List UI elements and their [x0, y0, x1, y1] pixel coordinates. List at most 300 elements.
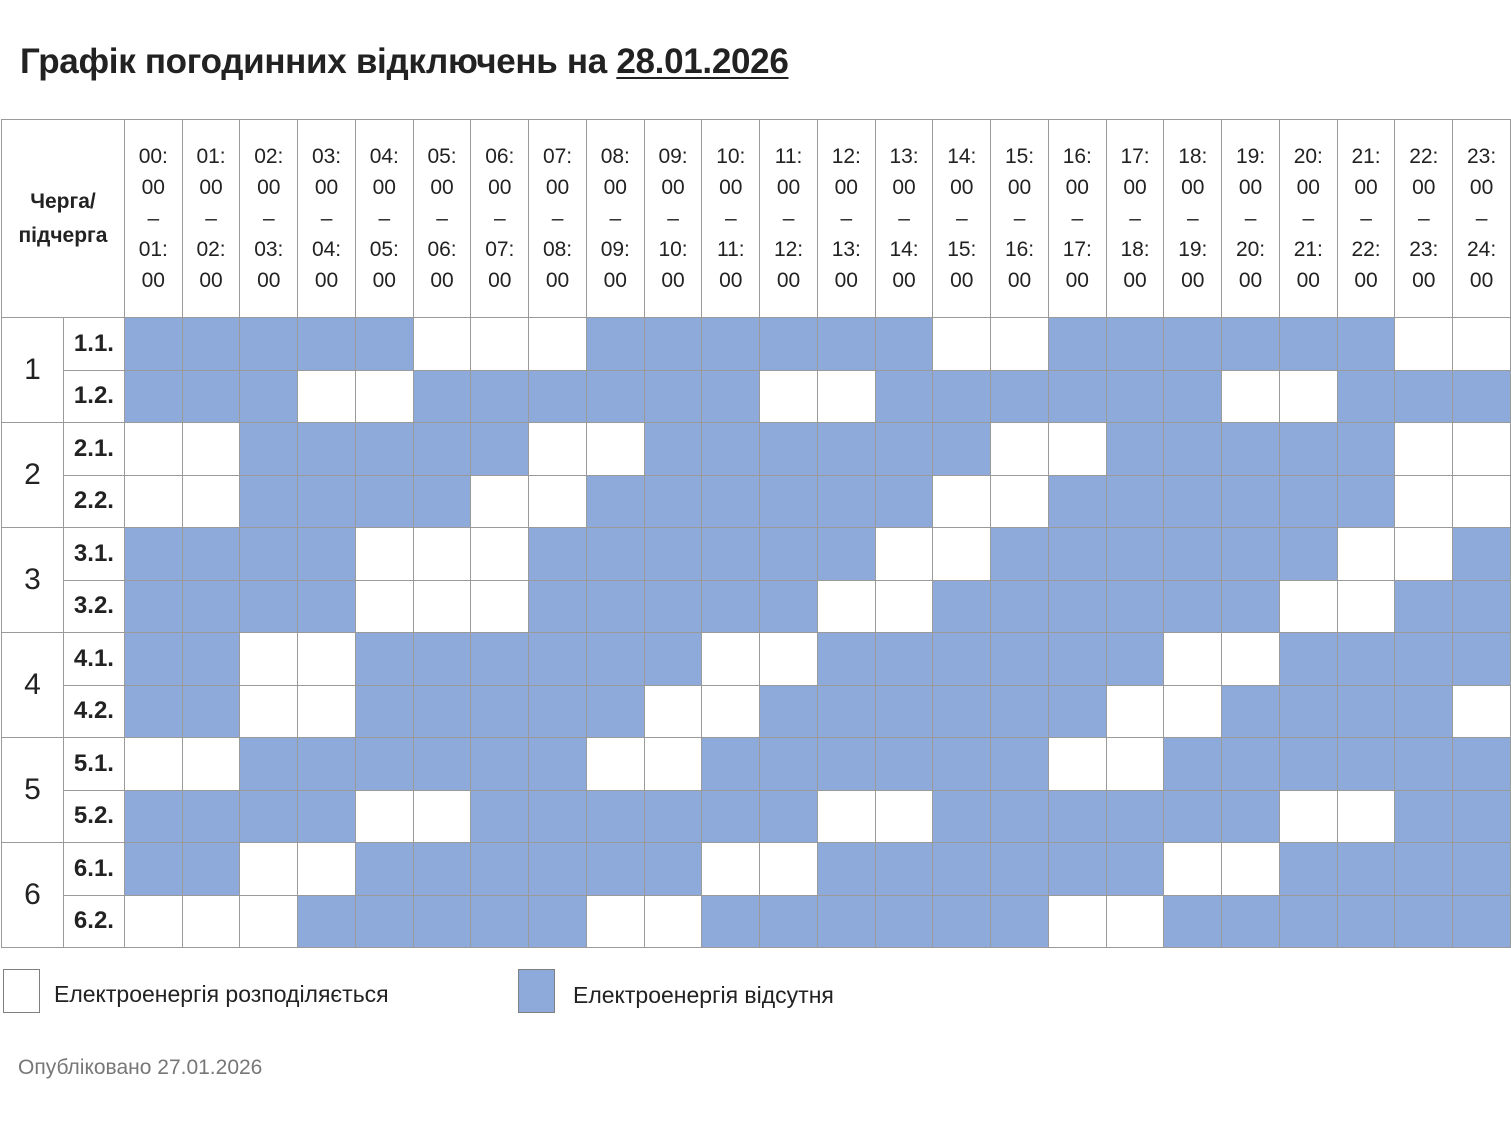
outage-cell — [1164, 580, 1222, 633]
outage-cell — [1337, 633, 1395, 686]
power-cell — [933, 475, 991, 528]
outage-cell — [586, 685, 644, 738]
outage-cell — [1164, 423, 1222, 476]
outage-cell — [760, 580, 818, 633]
outage-cell — [240, 475, 298, 528]
outage-cell — [702, 318, 760, 371]
power-cell — [1395, 318, 1453, 371]
outage-cell — [1279, 475, 1337, 528]
outage-cell — [1453, 843, 1511, 896]
outage-cell — [760, 475, 818, 528]
outage-cell — [1279, 738, 1337, 791]
outage-cell — [760, 790, 818, 843]
power-cell — [644, 685, 702, 738]
outage-cell — [413, 895, 471, 948]
outage-cell — [644, 318, 702, 371]
power-cell — [1279, 580, 1337, 633]
hour-header: 01: 00 – 02: 00 — [182, 120, 240, 318]
outage-cell — [529, 633, 587, 686]
outage-cell — [1164, 370, 1222, 423]
outage-cell — [1106, 318, 1164, 371]
table-row — [2, 738, 1511, 791]
outage-cell — [182, 633, 240, 686]
hour-header: 08: 00 – 09: 00 — [586, 120, 644, 318]
outage-cell — [1395, 738, 1453, 791]
queue-label: 3 — [2, 528, 64, 633]
outage-cell — [1395, 895, 1453, 948]
outage-cell — [1048, 843, 1106, 896]
power-cell — [355, 370, 413, 423]
hour-header: 23: 00 – 24: 00 — [1453, 120, 1511, 318]
outage-cell — [124, 685, 182, 738]
outage-cell — [182, 685, 240, 738]
hour-header: 03: 00 – 04: 00 — [298, 120, 356, 318]
outage-cell — [1164, 318, 1222, 371]
schedule-body — [2, 318, 1511, 948]
outage-cell — [1048, 370, 1106, 423]
outage-cell — [875, 738, 933, 791]
outage-cell — [1222, 895, 1280, 948]
outage-cell — [933, 685, 991, 738]
outage-cell — [586, 633, 644, 686]
power-cell — [1395, 423, 1453, 476]
subqueue-label: 2.2. — [63, 475, 124, 528]
power-cell — [1453, 318, 1511, 371]
outage-cell — [933, 738, 991, 791]
outage-cell — [644, 633, 702, 686]
outage-cell — [124, 843, 182, 896]
outage-cell — [875, 843, 933, 896]
hour-header: 13: 00 – 14: 00 — [875, 120, 933, 318]
power-cell — [1106, 685, 1164, 738]
outage-cell — [760, 738, 818, 791]
outage-cell — [702, 528, 760, 581]
outage-cell — [991, 370, 1049, 423]
outage-cell — [413, 738, 471, 791]
outage-cell — [1048, 580, 1106, 633]
outage-cell — [702, 895, 760, 948]
outage-cell — [586, 843, 644, 896]
outage-cell — [355, 318, 413, 371]
legend-off-swatch — [518, 969, 555, 1013]
subqueue-label: 1.1. — [63, 318, 124, 371]
outage-cell — [1222, 580, 1280, 633]
outage-cell — [124, 318, 182, 371]
outage-cell — [1279, 318, 1337, 371]
power-cell — [529, 475, 587, 528]
power-cell — [933, 528, 991, 581]
outage-cell — [702, 790, 760, 843]
power-cell — [298, 843, 356, 896]
outage-cell — [1337, 685, 1395, 738]
power-cell — [1106, 895, 1164, 948]
table-row — [2, 528, 1511, 581]
outage-cell — [1164, 738, 1222, 791]
power-cell — [817, 370, 875, 423]
outage-cell — [298, 895, 356, 948]
power-cell — [471, 318, 529, 371]
subqueue-label: 1.2. — [63, 370, 124, 423]
outage-cell — [240, 370, 298, 423]
power-cell — [355, 790, 413, 843]
power-cell — [760, 370, 818, 423]
outage-cell — [702, 580, 760, 633]
outage-cell — [298, 580, 356, 633]
outage-cell — [182, 580, 240, 633]
outage-cell — [875, 475, 933, 528]
outage-cell — [586, 790, 644, 843]
outage-cell — [124, 528, 182, 581]
outage-cell — [817, 318, 875, 371]
outage-cell — [1222, 685, 1280, 738]
outage-cell — [240, 528, 298, 581]
queue-label: 6 — [2, 843, 64, 948]
outage-cell — [240, 423, 298, 476]
outage-cell — [529, 580, 587, 633]
power-cell — [1337, 528, 1395, 581]
outage-cell — [1453, 895, 1511, 948]
outage-cell — [1395, 580, 1453, 633]
power-cell — [124, 423, 182, 476]
power-cell — [644, 738, 702, 791]
outage-cell — [586, 528, 644, 581]
table-row — [2, 423, 1511, 476]
power-cell — [1164, 685, 1222, 738]
outage-cell — [1337, 475, 1395, 528]
outage-cell — [933, 843, 991, 896]
outage-cell — [991, 895, 1049, 948]
power-cell — [471, 580, 529, 633]
outage-cell — [991, 685, 1049, 738]
outage-cell — [355, 843, 413, 896]
subqueue-label: 6.2. — [63, 895, 124, 948]
subqueue-label: 3.1. — [63, 528, 124, 581]
header-row — [2, 120, 1511, 318]
outage-cell — [413, 633, 471, 686]
power-cell — [471, 475, 529, 528]
outage-cell — [1164, 528, 1222, 581]
power-cell — [1164, 633, 1222, 686]
subqueue-label: 5.1. — [63, 738, 124, 791]
table-row — [2, 370, 1511, 423]
power-cell — [1164, 843, 1222, 896]
legend-on-label: Електроенергія розподіляється — [54, 981, 389, 1007]
outage-cell — [586, 580, 644, 633]
subqueue-label: 3.2. — [63, 580, 124, 633]
outage-cell — [471, 738, 529, 791]
outage-cell — [586, 318, 644, 371]
outage-cell — [1106, 475, 1164, 528]
outage-cell — [933, 790, 991, 843]
outage-cell — [875, 318, 933, 371]
power-cell — [1279, 370, 1337, 423]
outage-cell — [529, 685, 587, 738]
outage-schedule-table — [1, 119, 1511, 948]
published-date: Опубліковано 27.01.2026 — [18, 1056, 263, 1079]
outage-cell — [1395, 370, 1453, 423]
subqueue-label: 5.2. — [63, 790, 124, 843]
outage-cell — [875, 423, 933, 476]
outage-cell — [529, 370, 587, 423]
outage-cell — [1337, 843, 1395, 896]
power-cell — [702, 633, 760, 686]
outage-cell — [355, 423, 413, 476]
hour-header: 12: 00 – 13: 00 — [817, 120, 875, 318]
power-cell — [355, 580, 413, 633]
subqueue-label: 4.1. — [63, 633, 124, 686]
outage-cell — [644, 475, 702, 528]
hour-header: 22: 00 – 23: 00 — [1395, 120, 1453, 318]
outage-cell — [1453, 528, 1511, 581]
outage-cell — [124, 790, 182, 843]
power-cell — [182, 423, 240, 476]
outage-cell — [529, 895, 587, 948]
outage-cell — [760, 423, 818, 476]
outage-cell — [1048, 685, 1106, 738]
outage-cell — [702, 738, 760, 791]
outage-cell — [1279, 423, 1337, 476]
outage-cell — [1453, 738, 1511, 791]
outage-cell — [760, 318, 818, 371]
outage-cell — [182, 843, 240, 896]
table-row — [2, 790, 1511, 843]
table-row — [2, 895, 1511, 948]
outage-cell — [298, 738, 356, 791]
outage-cell — [240, 738, 298, 791]
outage-cell — [817, 895, 875, 948]
power-cell — [529, 318, 587, 371]
outage-cell — [182, 318, 240, 371]
power-cell — [298, 370, 356, 423]
outage-cell — [586, 370, 644, 423]
outage-cell — [471, 895, 529, 948]
power-cell — [298, 633, 356, 686]
power-cell — [1222, 370, 1280, 423]
power-cell — [875, 580, 933, 633]
hour-header: 04: 00 – 05: 00 — [355, 120, 413, 318]
queue-label: 2 — [2, 423, 64, 528]
outage-cell — [1048, 633, 1106, 686]
power-cell — [1337, 790, 1395, 843]
outage-cell — [1106, 528, 1164, 581]
power-cell — [875, 790, 933, 843]
outage-cell — [933, 633, 991, 686]
outage-cell — [586, 475, 644, 528]
outage-cell — [817, 475, 875, 528]
power-cell — [1453, 475, 1511, 528]
power-cell — [298, 685, 356, 738]
outage-cell — [702, 423, 760, 476]
hour-header: 15: 00 – 16: 00 — [991, 120, 1049, 318]
power-cell — [1048, 895, 1106, 948]
outage-cell — [471, 843, 529, 896]
outage-cell — [1048, 318, 1106, 371]
outage-cell — [1164, 790, 1222, 843]
outage-cell — [933, 370, 991, 423]
outage-cell — [298, 475, 356, 528]
outage-cell — [240, 318, 298, 371]
power-cell — [182, 475, 240, 528]
power-cell — [1395, 475, 1453, 528]
outage-cell — [355, 895, 413, 948]
power-cell — [1222, 633, 1280, 686]
power-cell — [760, 843, 818, 896]
outage-cell — [124, 633, 182, 686]
power-cell — [702, 843, 760, 896]
power-cell — [124, 738, 182, 791]
outage-cell — [355, 633, 413, 686]
outage-cell — [182, 370, 240, 423]
outage-cell — [1337, 370, 1395, 423]
outage-cell — [1453, 370, 1511, 423]
outage-cell — [1395, 685, 1453, 738]
outage-cell — [182, 528, 240, 581]
page-title — [20, 42, 788, 82]
hour-header: 18: 00 – 19: 00 — [1164, 120, 1222, 318]
power-cell — [586, 423, 644, 476]
power-cell — [1106, 738, 1164, 791]
power-cell — [1395, 528, 1453, 581]
outage-cell — [817, 843, 875, 896]
hour-header: 19: 00 – 20: 00 — [1222, 120, 1280, 318]
power-cell — [1337, 580, 1395, 633]
power-cell — [586, 738, 644, 791]
outage-cell — [1106, 633, 1164, 686]
outage-cell — [991, 633, 1049, 686]
outage-cell — [1395, 633, 1453, 686]
power-cell — [355, 528, 413, 581]
corner-header: Черга/ підчерга — [2, 120, 125, 318]
outage-cell — [298, 318, 356, 371]
table-row — [2, 580, 1511, 633]
outage-cell — [644, 423, 702, 476]
hour-header: 16: 00 – 17: 00 — [1048, 120, 1106, 318]
outage-cell — [355, 475, 413, 528]
outage-cell — [875, 633, 933, 686]
table-row — [2, 318, 1511, 371]
power-cell — [817, 790, 875, 843]
outage-cell — [1106, 370, 1164, 423]
power-cell — [991, 475, 1049, 528]
power-cell — [1453, 685, 1511, 738]
power-cell — [240, 685, 298, 738]
subqueue-label: 2.1. — [63, 423, 124, 476]
subqueue-label: 6.1. — [63, 843, 124, 896]
power-cell — [413, 318, 471, 371]
power-cell — [702, 685, 760, 738]
outage-cell — [1048, 475, 1106, 528]
outage-cell — [817, 738, 875, 791]
outage-cell — [1279, 685, 1337, 738]
power-cell — [413, 790, 471, 843]
outage-cell — [702, 475, 760, 528]
outage-cell — [1106, 790, 1164, 843]
outage-cell — [413, 475, 471, 528]
outage-cell — [1106, 580, 1164, 633]
power-cell — [413, 528, 471, 581]
power-cell — [644, 895, 702, 948]
hour-header: 11: 00 – 12: 00 — [760, 120, 818, 318]
outage-cell — [471, 633, 529, 686]
outage-cell — [817, 685, 875, 738]
outage-cell — [298, 790, 356, 843]
legend-on-swatch — [3, 969, 40, 1013]
outage-cell — [1222, 528, 1280, 581]
outage-cell — [1222, 790, 1280, 843]
hour-header: 09: 00 – 10: 00 — [644, 120, 702, 318]
power-cell — [124, 895, 182, 948]
outage-cell — [1106, 423, 1164, 476]
outage-cell — [1222, 475, 1280, 528]
outage-cell — [529, 790, 587, 843]
outage-cell — [471, 790, 529, 843]
outage-cell — [875, 895, 933, 948]
queue-label: 5 — [2, 738, 64, 843]
power-cell — [529, 423, 587, 476]
power-cell — [1048, 423, 1106, 476]
outage-cell — [991, 528, 1049, 581]
outage-cell — [1106, 843, 1164, 896]
outage-cell — [413, 685, 471, 738]
queue-label: 4 — [2, 633, 64, 738]
outage-cell — [1048, 528, 1106, 581]
hour-header: 02: 00 – 03: 00 — [240, 120, 298, 318]
outage-cell — [644, 843, 702, 896]
outage-cell — [124, 370, 182, 423]
outage-cell — [471, 685, 529, 738]
power-cell — [471, 528, 529, 581]
outage-cell — [875, 685, 933, 738]
hour-header: 06: 00 – 07: 00 — [471, 120, 529, 318]
outage-cell — [1337, 423, 1395, 476]
power-cell — [875, 528, 933, 581]
table-row — [2, 475, 1511, 528]
legend-off-label: Електроенергія відсутня — [573, 982, 834, 1008]
outage-cell — [760, 895, 818, 948]
outage-cell — [933, 580, 991, 633]
power-cell — [1048, 738, 1106, 791]
power-cell — [182, 738, 240, 791]
outage-cell — [529, 528, 587, 581]
outage-cell — [240, 580, 298, 633]
outage-cell — [1337, 738, 1395, 791]
outage-cell — [529, 843, 587, 896]
power-cell — [1222, 843, 1280, 896]
outage-cell — [760, 528, 818, 581]
outage-cell — [1164, 895, 1222, 948]
outage-cell — [1337, 895, 1395, 948]
table-row — [2, 685, 1511, 738]
outage-cell — [529, 738, 587, 791]
power-cell — [991, 423, 1049, 476]
table-row — [2, 633, 1511, 686]
outage-cell — [124, 580, 182, 633]
outage-cell — [298, 423, 356, 476]
title-date: 28.01.2026 — [616, 42, 789, 81]
hour-header: 21: 00 – 22: 00 — [1337, 120, 1395, 318]
power-cell — [933, 318, 991, 371]
outage-cell — [1222, 738, 1280, 791]
outage-cell — [1279, 895, 1337, 948]
outage-cell — [298, 528, 356, 581]
outage-cell — [991, 580, 1049, 633]
power-cell — [760, 633, 818, 686]
power-cell — [240, 843, 298, 896]
outage-cell — [471, 370, 529, 423]
power-cell — [124, 475, 182, 528]
power-cell — [1279, 790, 1337, 843]
outage-cell — [1453, 790, 1511, 843]
